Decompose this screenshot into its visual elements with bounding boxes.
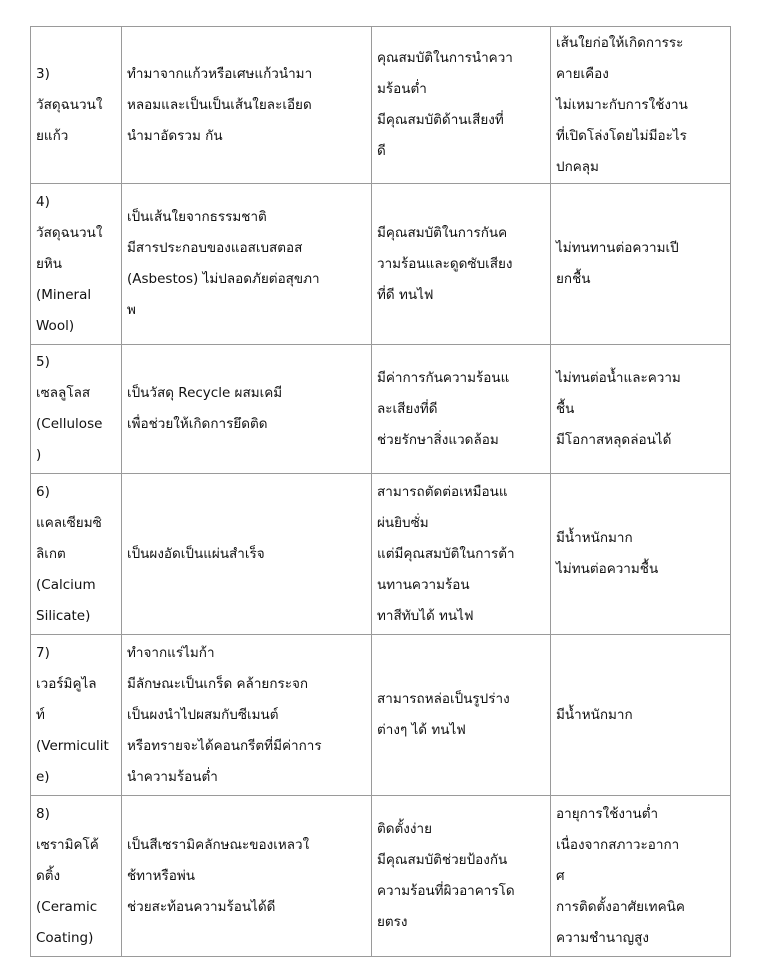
table-row	[31, 796, 731, 957]
description-cell: เป็นผงอัดเป็นแผ่นสำเร็จ	[122, 474, 372, 635]
disadvantages-cell: มีน้ำหนักมาก ไม่ทนต่อความชื้น	[551, 474, 731, 635]
advantages-cell: สามารถหล่อเป็นรูปร่าง ต่างๆ ได้ ทนไฟ	[372, 635, 551, 796]
description-cell: เป็นสีเซรามิคลักษณะของเหลวใ ช้ทาหรือพ่น ช่วยสะท้อนความร้อนได้ดี	[122, 796, 372, 957]
description-cell: ทำมาจากแก้วหรือเศษแก้วนำมา หลอมและเป็นเป็นเส้นใยละเอียด นำมาอัดรวม กัน	[122, 27, 372, 184]
advantages-cell: คุณสมบัติในการนำควา มร้อนต่ำ มีคุณสมบัติด้านเสียงที่ ดี	[372, 27, 551, 184]
insulation-table-wrapper	[30, 26, 730, 957]
table-row	[31, 27, 731, 184]
disadvantages-cell: เส้นใยก่อให้เกิดการระ คายเคือง ไม่เหมาะกับการใช้งาน ที่เปิดโล่งโดยไม่มีอะไร ปกคลุม	[551, 27, 731, 184]
advantages-cell: สามารถตัดต่อเหมือนแ ผ่นยิบซั่ม แต่มีคุณสมบัติในการต้า นทานความร้อน ทาสีทับได้ ทนไฟ	[372, 474, 551, 635]
insulation-table	[30, 26, 731, 957]
advantages-cell: มีคุณสมบัติในการกันค วามร้อนและดูดซับเสียง ที่ดี ทนไฟ	[372, 184, 551, 345]
disadvantages-cell: มีน้ำหนักมาก	[551, 635, 731, 796]
table-row	[31, 635, 731, 796]
description-cell: เป็นเส้นใยจากธรรมชาติ มีสารประกอบของแอสเบสตอส (Asbestos) ไม่ปลอดภัยต่อสุขภา พ	[122, 184, 372, 345]
description-cell: ทำจากแร่ไมก้า มีลักษณะเป็นเกร็ด คล้ายกระจก เป็นผงนำไปผสมกับซีเมนต์ หรือทรายจะได้คอนกรีตที่มีค่าการ นำความร้อนต่ำ	[122, 635, 372, 796]
advantages-cell: ติดตั้งง่าย มีคุณสมบัติช่วยป้องกัน ความร้อนที่ผิวอาคารโด ยตรง	[372, 796, 551, 957]
material-cell: 3) วัสดุฉนวนใ ยแก้ว	[31, 27, 122, 184]
material-cell: 7) เวอร์มิคูไล ท์ (Vermiculit e)	[31, 635, 122, 796]
material-cell: 5) เซลลูโลส (Cellulose )	[31, 345, 122, 474]
table-row	[31, 474, 731, 635]
table-row	[31, 184, 731, 345]
material-cell: 8) เซรามิคโค้ ดติ้ง (Ceramic Coating)	[31, 796, 122, 957]
material-cell: 6) แคลเซียมซิ ลิเกต (Calcium Silicate)	[31, 474, 122, 635]
disadvantages-cell: ไม่ทนทานต่อความเปี ยกชื้น	[551, 184, 731, 345]
advantages-cell: มีค่าการกันความร้อนแ ละเสียงที่ดี ช่วยรักษาสิ่งแวดล้อม	[372, 345, 551, 474]
table-row	[31, 345, 731, 474]
description-cell: เป็นวัสดุ Recycle ผสมเคมี เพื่อช่วยให้เกิดการยึดติด	[122, 345, 372, 474]
insulation-table-body	[31, 27, 731, 957]
disadvantages-cell: อายุการใช้งานต่ำ เนื่องจากสภาวะอากา ศ การติดตั้งอาศัยเทคนิค ความชำนาญสูง	[551, 796, 731, 957]
material-cell: 4) วัสดุฉนวนใ ยหิน (Mineral Wool)	[31, 184, 122, 345]
disadvantages-cell: ไม่ทนต่อน้ำและความ ชื้น มีโอกาสหลุดล่อนได้	[551, 345, 731, 474]
